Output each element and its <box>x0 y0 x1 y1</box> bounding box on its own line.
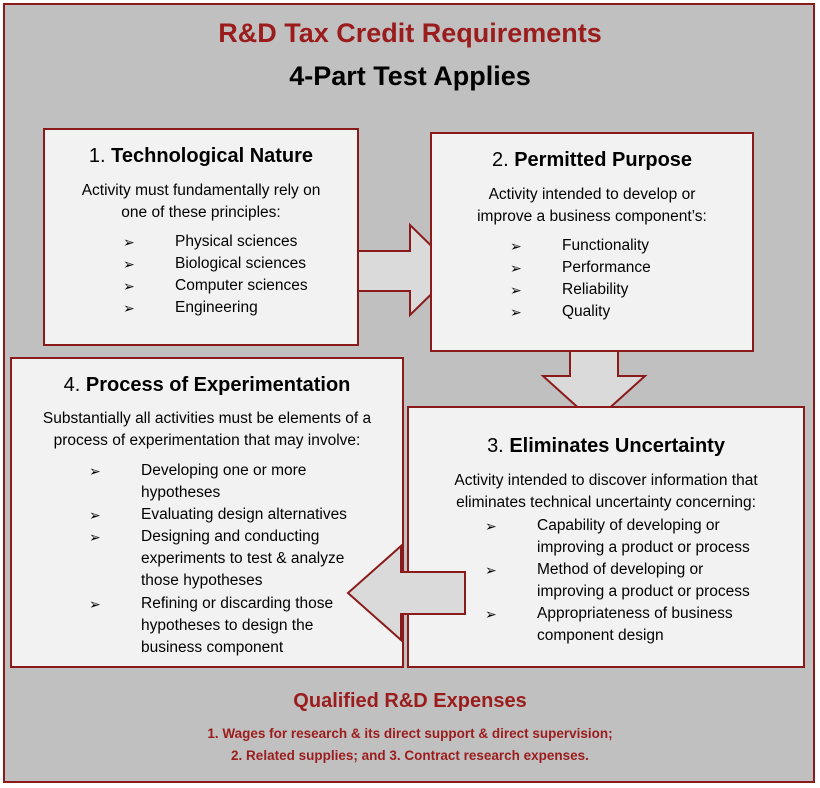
list-item-text: hypotheses <box>141 484 221 501</box>
list-item <box>89 504 389 526</box>
expenses-line-1: 1. Wages for research & its direct support & direct supervision; <box>207 726 613 741</box>
box-intro <box>12 408 402 452</box>
list-item-text: improving a product or process <box>537 583 750 600</box>
arrow-bullet-icon: ➢ <box>89 463 101 479</box>
diagram-subtitle: 4-Part Test Applies <box>289 61 531 91</box>
expenses-line-2: 2. Related supplies; and 3. Contract research expenses. <box>231 748 589 763</box>
arrow-bullet-icon: ➢ <box>485 562 497 578</box>
arrow-bullet-icon: ➢ <box>89 596 101 612</box>
intro-line: Activity intended to develop or <box>488 186 696 203</box>
intro-line: Activity intended to discover information that <box>454 472 758 489</box>
box-name: Eliminates Uncertainty <box>509 435 725 457</box>
list-item-text: Biological sciences <box>175 255 306 272</box>
list-item-text: component design <box>537 627 664 644</box>
intro-line: process of experimentation that may involve: <box>53 432 361 449</box>
list-item <box>123 231 308 253</box>
box-number: 1. <box>88 145 106 167</box>
list-item-text: Engineering <box>175 299 258 316</box>
list-item <box>89 593 389 659</box>
arrow-bullet-icon: ➢ <box>510 260 522 276</box>
box-process-of-experimentation <box>10 357 404 668</box>
box-number: 4. <box>63 374 81 396</box>
box-number: 2. <box>491 149 509 171</box>
box-name: Process of Experimentation <box>85 374 351 396</box>
list-item-text: Developing one or more <box>141 462 307 479</box>
arrow-bullet-icon: ➢ <box>510 304 522 320</box>
list-item-text: Quality <box>562 303 611 320</box>
list-item-text: business component <box>141 639 284 656</box>
list-item <box>89 460 389 504</box>
list-item-text: Designing and conducting <box>141 528 320 545</box>
list-item-text: hypotheses to design the <box>141 617 314 634</box>
arrow-bullet-icon: ➢ <box>510 238 522 254</box>
arrow-bullet-icon: ➢ <box>89 529 101 545</box>
box-technological-nature <box>43 128 359 346</box>
list-item <box>485 603 785 647</box>
intro-line: improve a business component’s: <box>477 208 707 225</box>
list-item <box>123 297 308 319</box>
box-title <box>45 145 357 168</box>
arrow-bullet-icon: ➢ <box>123 234 135 250</box>
list-item <box>123 275 308 297</box>
diagram-title: R&D Tax Credit Requirements <box>218 18 602 48</box>
principles-list <box>123 231 308 319</box>
box-number: 3. <box>487 435 504 457</box>
list-item-text: experiments to test & analyze <box>141 550 345 567</box>
box-title <box>12 374 402 397</box>
list-item-text: Functionality <box>562 237 650 254</box>
list-item <box>510 235 651 257</box>
box-title <box>432 149 752 172</box>
list-item <box>485 559 785 603</box>
expenses-title: Qualified R&D Expenses <box>293 690 527 712</box>
arrow-bullet-icon: ➢ <box>510 282 522 298</box>
purpose-list <box>510 235 651 323</box>
list-item-text: Computer sciences <box>175 277 308 294</box>
box-intro <box>409 470 803 514</box>
experimentation-list <box>89 460 389 659</box>
uncertainty-list <box>485 515 785 647</box>
arrow-bullet-icon: ➢ <box>123 300 135 316</box>
list-item-text: those hypotheses <box>141 572 263 589</box>
intro-line: Activity must fundamentally rely on <box>81 182 321 199</box>
list-item-text: Performance <box>562 259 651 276</box>
list-item <box>89 526 389 592</box>
box-name: Permitted Purpose <box>514 149 693 171</box>
list-item-text: improving a product or process <box>537 539 750 556</box>
list-item-text: Physical sciences <box>175 233 298 250</box>
list-item-text: Method of developing or <box>537 561 704 578</box>
list-item <box>510 301 651 323</box>
list-item-text: Reliability <box>562 281 629 298</box>
intro-line: Substantially all activities must be elements of a <box>42 410 372 427</box>
arrow-bullet-icon: ➢ <box>89 507 101 523</box>
box-title <box>409 435 803 458</box>
list-item <box>510 257 651 279</box>
arrow-bullet-icon: ➢ <box>485 606 497 622</box>
list-item-text: Appropriateness of business <box>537 605 733 622</box>
intro-line: eliminates technical uncertainty concerning: <box>456 494 756 511</box>
list-item-text: Refining or discarding those <box>141 595 334 612</box>
box-name: Technological Nature <box>111 145 314 167</box>
box-eliminates-uncertainty <box>407 406 805 668</box>
box-intro <box>45 180 357 224</box>
intro-line: one of these principles: <box>121 204 281 221</box>
box-permitted-purpose <box>430 132 754 352</box>
arrow-bullet-icon: ➢ <box>123 256 135 272</box>
list-item <box>485 515 785 559</box>
list-item <box>510 279 651 301</box>
box-intro <box>432 184 752 228</box>
list-item-text: Evaluating design alternatives <box>141 506 347 523</box>
arrow-bullet-icon: ➢ <box>485 518 497 534</box>
list-item <box>123 253 308 275</box>
arrow-bullet-icon: ➢ <box>123 278 135 294</box>
list-item-text: Capability of developing or <box>537 517 720 534</box>
